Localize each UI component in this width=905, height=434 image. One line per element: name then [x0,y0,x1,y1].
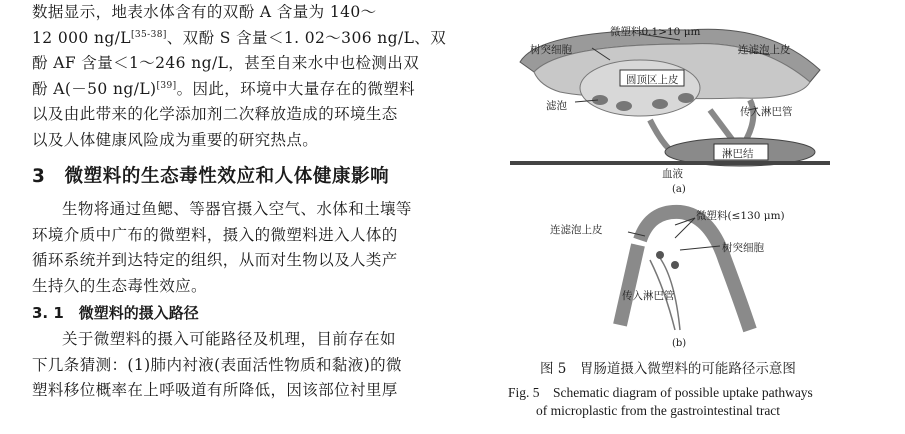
label-microplastic-a: 微塑料0.1>10 μm [610,26,701,38]
text-line: 酚 A(－50 ng/L)[39]。因此，环境中大量存在的微塑料 [32,79,416,98]
section-heading: 3 微塑料的生态毒性效应和人体健康影响 [32,166,390,187]
citation[interactable]: [39] [156,80,177,91]
text-line: 下几条猜测：(1)肺内衬液(表面活性物质和黏液)的微 [32,355,402,374]
panel-b-illustration [620,212,750,330]
text-line: 酚 AF 含量＜1～246 ng/L，甚至自来水中也检测出双 [32,54,420,72]
epithelium-band [640,212,750,330]
citation[interactable]: [35-38] [130,29,167,40]
label-follicle-epithelium-b: 连滤泡上皮 [550,224,603,236]
cell [678,93,694,103]
panel-a-label: (a) [672,184,686,195]
lymph-vessel [650,120,670,150]
dendritic-cell [656,251,664,259]
figure-caption-en-2: of microplastic from the gastrointestinal tract [536,403,781,418]
article-body [32,0,452,404]
subsection-heading: 3. 1 微塑料的摄入路径 [32,304,199,322]
panel-b-label: (b) [672,338,687,349]
label-follicle: 滤泡 [546,100,567,112]
text-line: 循环系统并到达特定的组织，从而对生物以及人类产 [32,251,398,269]
text-line: 环境介质中广布的微塑料，摄入的微塑料进入人体的 [32,225,398,244]
label-microplastic-b: 微塑料(≤130 μm) [696,210,785,222]
text-line: 数据显示，地表水体含有的双酚 A 含量为 140～ [32,3,377,21]
label-lymph-node: 淋巴结 [722,148,754,160]
cell [652,99,668,109]
text-line: 生持久的生态毒性效应。 [32,276,207,295]
text-line: 以及人体健康风险成为重要的研究热点。 [32,130,319,149]
label-follicle-epithelium-a: 连滤泡上皮 [738,44,791,56]
figure-caption-cn: 图 5 胃肠道摄入微塑料的可能路径示意图 [540,361,796,377]
label-lymph-vessel-b: 传入淋巴管 [622,290,675,302]
paragraph-uptake [32,197,452,299]
epithelium-band [620,245,638,325]
cell [616,101,632,111]
label-dendritic-a: 树突细胞 [530,44,572,56]
paragraph-pathways [32,327,452,404]
text-line: 生物将通过鱼鳃、等器官摄入空气、水体和土壤等 [62,200,412,218]
label-dendritic-b: 树突细胞 [722,242,764,254]
figure-caption-en-1: Fig. 5 Schematic diagram of possible uptake pathways [508,385,813,400]
paragraph-bisphenol [32,0,452,153]
label-dome: 圆顶区上皮 [626,74,679,86]
text-line: 塑料移位概率在上呼吸道有所降低，因该部位衬里厚 [32,381,398,399]
figure-5 [500,0,900,434]
label-blood: 血液 [662,168,683,180]
text-line: 关于微塑料的摄入可能路径及机理，目前存在如 [62,330,396,348]
text-line: 12 000 ng/L[35-38]、双酚 S 含量＜1. 02～306 ng/L、双 [32,28,447,47]
text-line: 以及由此带来的化学添加剂二次释放造成的环境生态 [32,105,398,123]
dendritic-cell [671,261,679,269]
follicle-shape [580,60,700,116]
label-lymph-vessel-a: 传入淋巴管 [740,106,793,118]
